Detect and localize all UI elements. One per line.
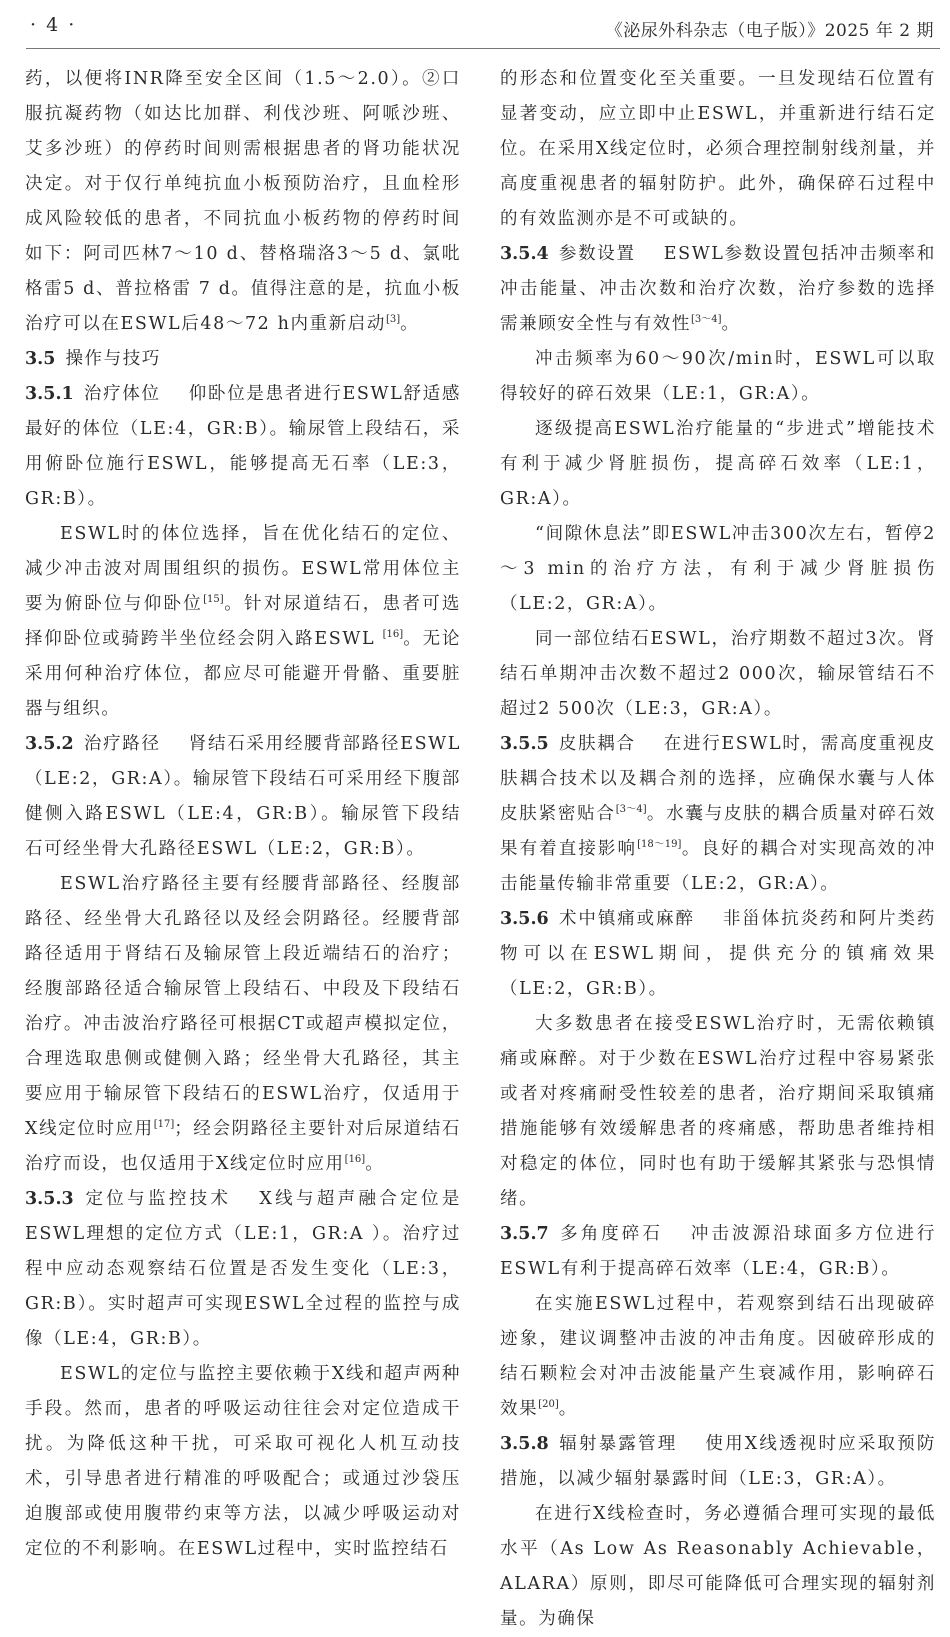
section-title: 治疗路径 bbox=[83, 734, 161, 754]
page-number: · 4 · bbox=[30, 14, 77, 36]
text-run: ESWL的定位与监控主要依赖于X线和超声两种手段。然而，患者的呼吸运动往往会对定位造成干扰。为降低这种干扰，可采取可视化人机互动技术，引导患者进行精准的呼吸配合；或通过沙袋压迫腹部或使用腹带约束等方法，以减少呼吸运动对定位的不利影响。在ESWL过程中，实时监控结石 bbox=[25, 1364, 461, 1559]
citation: [16] bbox=[382, 629, 404, 640]
text-run: 同一部位结石ESWL，治疗期数不超过3次。肾结石单期冲击次数不超过2 000次，输尿管结石不超过2 500次（LE:3，GR:A）。 bbox=[500, 629, 936, 719]
section-title: 操作与技巧 bbox=[65, 349, 161, 369]
text-run: ESWL参数设置包括冲击频率和冲击能量、冲击次数和治疗次数，治疗参数的选择需兼顾安全性与有效性 bbox=[500, 244, 936, 334]
section-paragraph bbox=[25, 727, 461, 867]
text-run: 冲击频率为60～90次/min时，ESWL可以取得较好的碎石效果（LE:1，GR:A）。 bbox=[500, 349, 936, 404]
body-paragraph bbox=[500, 622, 936, 727]
text-run: ESWL治疗路径主要有经腰背部路径、经腹部路径、经坐骨大孔路径以及经会阴路径。经腰背部路径适用于肾结石及输尿管上段近端结石的治疗；经腹部路径适合输尿管上段结石、中段及下段结石治疗。冲击波治疗路径可根据CT或超声模拟定位，合理选取患侧或健侧入路；经坐骨大孔路径，其主要应用于输尿管下段结石的ESWL治疗，仅适用于X线定位时应用 bbox=[25, 874, 461, 1139]
citation: [15] bbox=[203, 594, 224, 605]
text-run: 逐级提高ESWL治疗能量的“步进式”增能技术有利于减少肾脏损伤，提高碎石效率（LE:1，GR:A）。 bbox=[500, 419, 936, 509]
text-run: 大多数患者在接受ESWL治疗时，无需依赖镇痛或麻醉。对于少数在ESWL治疗过程中容易紧张或者对疼痛耐受性较差的患者，治疗期间采取镇痛措施能够有效缓解患者的疼痛感，帮助患者维持相对稳定的体位，同时也有助于缓解其紧张与恐惧情绪。 bbox=[500, 1014, 936, 1209]
section-paragraph bbox=[500, 902, 936, 1007]
text-run: 。 bbox=[365, 1154, 385, 1174]
section-paragraph bbox=[25, 377, 461, 517]
text-run: 非甾体抗炎药和阿片类药物可以在ESWL期间，提供充分的镇痛效果（LE:2，GR:B）。 bbox=[500, 909, 936, 999]
section-title: 辐射暴露管理 bbox=[558, 1434, 678, 1454]
section-number: 3.5.4 bbox=[500, 244, 549, 264]
text-run: “间隙休息法”即ESWL冲击300次左右，暂停2～3 min的治疗方法，有利于减少肾脏损伤（LE:2，GR:A）。 bbox=[500, 524, 936, 614]
body-paragraph bbox=[500, 517, 936, 622]
citation: [18～19] bbox=[637, 839, 682, 850]
section-title: 术中镇痛或麻醉 bbox=[558, 909, 695, 929]
section-paragraph bbox=[25, 1182, 461, 1357]
text-run: 使用X线透视时应采取预防措施，以减少辐射暴露时间（LE:3，GR:A）。 bbox=[500, 1434, 936, 1489]
body-paragraph bbox=[25, 1357, 461, 1567]
body-paragraph bbox=[500, 1007, 936, 1217]
section-number: 3.5.1 bbox=[25, 384, 74, 404]
body-paragraph bbox=[500, 412, 936, 517]
text-run: 在进行ESWL时，需高度重视皮肤耦合技术以及耦合剂的选择，应确保水囊与人体皮肤紧密贴合 bbox=[500, 734, 936, 824]
citation: [17] bbox=[153, 1119, 175, 1130]
text-run: 。良好的耦合对实现高效的冲击能量传输非常重要（LE:2，GR:A）。 bbox=[500, 839, 936, 894]
section-paragraph bbox=[500, 1427, 936, 1497]
text-run: 。 bbox=[558, 1399, 578, 1419]
body-paragraph bbox=[500, 1287, 936, 1427]
section-paragraph bbox=[25, 342, 461, 377]
text-run: 的形态和位置变化至关重要。一旦发现结石位置有显著变动，应立即中止ESWL，并重新进行结石定位。在采用X线定位时，必须合理控制射线剂量，并高度重视患者的辐射防护。此外，确保碎石过程中的有效监测亦是不可或缺的。 bbox=[500, 69, 936, 229]
section-title: 定位与监控技术 bbox=[83, 1189, 232, 1209]
text-run: ESWL时的体位选择，旨在优化结石的定位、减少冲击波对周围组织的损伤。ESWL常用体位主要为俯卧位与仰卧位 bbox=[25, 524, 461, 614]
section-number: 3.5.5 bbox=[500, 734, 549, 754]
section-title: 治疗体位 bbox=[83, 384, 161, 404]
body-paragraph bbox=[25, 517, 461, 727]
citation: [16] bbox=[344, 1154, 366, 1165]
text-run: 仰卧位是患者进行ESWL舒适感最好的体位（LE:4，GR:B）。输尿管上段结石，采用俯卧位施行ESWL，能够提高无石率（LE:3，GR:B）。 bbox=[25, 384, 461, 509]
section-number: 3.5 bbox=[25, 349, 56, 369]
text-run: 。针对尿道结石，患者可选择仰卧位或骑跨半坐位经会阴入路ESWL bbox=[25, 594, 461, 649]
section-paragraph bbox=[500, 237, 936, 342]
section-paragraph bbox=[500, 1217, 936, 1287]
text-run: 在实施ESWL过程中，若观察到结石出现破碎迹象，建议调整冲击波的冲击角度。因破碎形成的结石颗粒会对冲击波能量产生衰减作用，影响碎石效果 bbox=[500, 1294, 936, 1419]
text-run: 。 bbox=[400, 314, 420, 334]
text-run: 肾结石采用经腰背部路径ESWL（LE:2，GR:A）。输尿管下段结石可采用经下腹部健侧入路ESWL（LE:4，GR:B）。输尿管下段结石可经坐骨大孔路径ESWL（LE:2，GR:B）。 bbox=[25, 734, 461, 859]
right-column bbox=[500, 62, 936, 1637]
body-paragraph bbox=[500, 62, 936, 237]
section-number: 3.5.2 bbox=[25, 734, 74, 754]
section-number: 3.5.7 bbox=[500, 1224, 549, 1244]
text-run: 冲击波源沿球面多方位进行ESWL有利于提高碎石效率（LE:4，GR:B）。 bbox=[500, 1224, 937, 1279]
body-paragraph bbox=[25, 867, 461, 1182]
citation: [3] bbox=[385, 314, 401, 325]
body-paragraph bbox=[500, 342, 936, 412]
text-run: 药，以便将INR降至安全区间（1.5～2.0）。②口服抗凝药物（如达比加群、利伐沙班、阿哌沙班、艾多沙班）的停药时间则需根据患者的肾功能状况决定。对于仅行单纯抗血小板预防治疗，且血栓形成风险较低的患者，不同抗血小板药物的停药时间如下：阿司匹林7～10 d、替格瑞洛3～5 d、氯吡格雷5 d、普拉格雷 7 d。值得注意的是，抗血小板治疗可以在ESWL后48～72 h内重新启动 bbox=[25, 69, 461, 334]
text-run: 。水囊与皮肤的耦合质量对碎石效果有着直接影响 bbox=[500, 804, 937, 859]
body-paragraph bbox=[25, 62, 461, 342]
body-paragraph bbox=[500, 1497, 936, 1637]
text-run: 在进行X线检查时，务必遵循合理可实现的最低水平（As Low As Reasonably Achievable，ALARA）原则，即尽可能降低可合理实现的辐射剂量。为确保 bbox=[500, 1504, 936, 1629]
citation: [3～4] bbox=[615, 804, 647, 815]
text-run: X线与超声融合定位是ESWL理想的定位方式（LE:1，GR:A ）。治疗过程中应动态观察结石位置是否发生变化（LE:3，GR:B）。实时超声可实现ESWL全过程的监控与成像（LE:4，GR:B）。 bbox=[25, 1189, 461, 1349]
left-column bbox=[25, 62, 461, 1567]
text-run: 。 bbox=[721, 314, 741, 334]
header-divider bbox=[26, 48, 940, 49]
section-title: 皮肤耦合 bbox=[558, 734, 636, 754]
citation: [3～4] bbox=[691, 314, 722, 325]
section-number: 3.5.6 bbox=[500, 909, 549, 929]
text-run: ；经会阴路径主要针对后尿道结石治疗而设，也仅适用于X线定位时应用 bbox=[25, 1119, 461, 1174]
section-number: 3.5.8 bbox=[500, 1434, 549, 1454]
citation: [20] bbox=[538, 1399, 559, 1410]
text-run: 。无论采用何种治疗体位，都应尽可能避开骨骼、重要脏器与组织。 bbox=[25, 629, 461, 719]
section-title: 多角度碎石 bbox=[558, 1224, 663, 1244]
section-title: 参数设置 bbox=[558, 244, 636, 264]
journal-header: 《泌尿外科杂志（电子版）》2025 年 2 期 bbox=[605, 21, 934, 41]
section-paragraph bbox=[500, 727, 936, 902]
section-number: 3.5.3 bbox=[25, 1189, 74, 1209]
